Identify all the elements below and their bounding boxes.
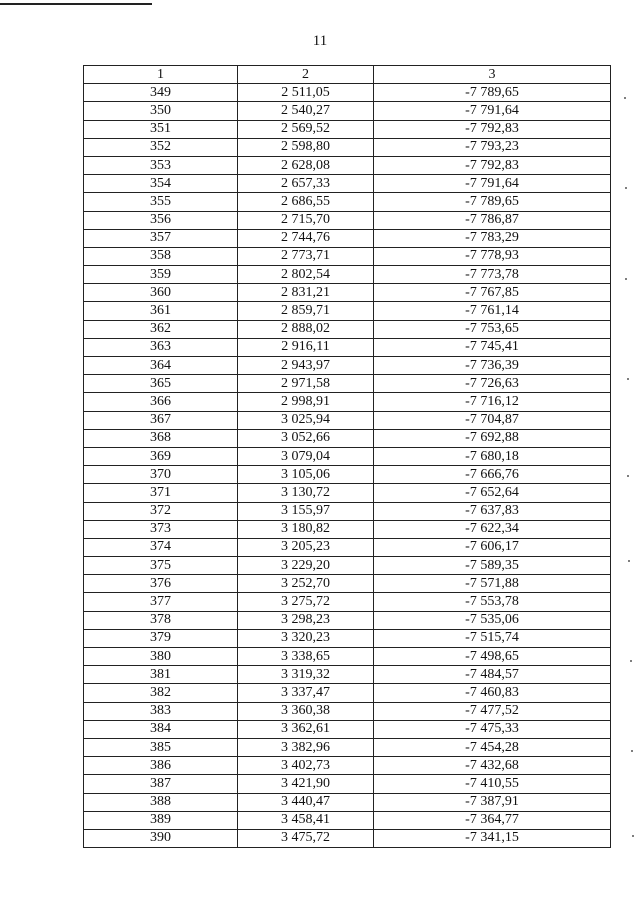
y-coordinate-cell: -7 767,85: [374, 284, 611, 302]
point-number-cell: 380: [84, 648, 238, 666]
column-header-2: 2: [238, 66, 374, 84]
table-row: [84, 593, 611, 611]
table-row: [84, 175, 611, 193]
coordinates-table: [83, 65, 611, 848]
point-number-cell: 386: [84, 757, 238, 775]
point-number-cell: 359: [84, 266, 238, 284]
y-coordinate-cell: -7 753,65: [374, 320, 611, 338]
x-coordinate-cell: 2 943,97: [238, 357, 374, 375]
table-row: [84, 447, 611, 465]
y-coordinate-cell: -7 387,91: [374, 793, 611, 811]
y-coordinate-cell: -7 680,18: [374, 447, 611, 465]
table-row: [84, 502, 611, 520]
x-coordinate-cell: 3 402,73: [238, 757, 374, 775]
x-coordinate-cell: 2 802,54: [238, 266, 374, 284]
y-coordinate-cell: -7 692,88: [374, 429, 611, 447]
table-row: [84, 284, 611, 302]
point-number-cell: 369: [84, 447, 238, 465]
table-row: [84, 466, 611, 484]
x-coordinate-cell: 2 511,05: [238, 84, 374, 102]
x-coordinate-cell: 3 421,90: [238, 775, 374, 793]
y-coordinate-cell: -7 498,65: [374, 648, 611, 666]
y-coordinate-cell: -7 460,83: [374, 684, 611, 702]
table-row: [84, 757, 611, 775]
x-coordinate-cell: 2 540,27: [238, 102, 374, 120]
y-coordinate-cell: -7 793,23: [374, 138, 611, 156]
point-number-cell: 361: [84, 302, 238, 320]
point-number-cell: 388: [84, 793, 238, 811]
point-number-cell: 360: [84, 284, 238, 302]
table-row: [84, 266, 611, 284]
y-coordinate-cell: -7 761,14: [374, 302, 611, 320]
table-row: [84, 393, 611, 411]
table-row: [84, 211, 611, 229]
point-number-cell: 382: [84, 684, 238, 702]
x-coordinate-cell: 3 205,23: [238, 538, 374, 556]
x-coordinate-cell: 2 971,58: [238, 375, 374, 393]
point-number-cell: 384: [84, 720, 238, 738]
x-coordinate-cell: 3 458,41: [238, 811, 374, 829]
y-coordinate-cell: -7 477,52: [374, 702, 611, 720]
x-coordinate-cell: 3 180,82: [238, 520, 374, 538]
table-row: [84, 720, 611, 738]
point-number-cell: 364: [84, 357, 238, 375]
point-number-cell: 390: [84, 829, 238, 847]
y-coordinate-cell: -7 637,83: [374, 502, 611, 520]
point-number-cell: 376: [84, 575, 238, 593]
y-coordinate-cell: -7 666,76: [374, 466, 611, 484]
table-row: [84, 629, 611, 647]
point-number-cell: 367: [84, 411, 238, 429]
x-coordinate-cell: 3 155,97: [238, 502, 374, 520]
y-coordinate-cell: -7 484,57: [374, 666, 611, 684]
top-rule: [0, 3, 152, 5]
table-row: [84, 811, 611, 829]
y-coordinate-cell: -7 515,74: [374, 629, 611, 647]
x-coordinate-cell: 2 686,55: [238, 193, 374, 211]
point-number-cell: 368: [84, 429, 238, 447]
point-number-cell: 375: [84, 557, 238, 575]
point-number-cell: 374: [84, 538, 238, 556]
y-coordinate-cell: -7 792,83: [374, 120, 611, 138]
y-coordinate-cell: -7 783,29: [374, 229, 611, 247]
x-coordinate-cell: 3 052,66: [238, 429, 374, 447]
x-coordinate-cell: 3 229,20: [238, 557, 374, 575]
scan-mark: [627, 378, 629, 380]
y-coordinate-cell: -7 553,78: [374, 593, 611, 611]
y-coordinate-cell: -7 789,65: [374, 84, 611, 102]
x-coordinate-cell: 3 252,70: [238, 575, 374, 593]
y-coordinate-cell: -7 589,35: [374, 557, 611, 575]
x-coordinate-cell: 3 475,72: [238, 829, 374, 847]
y-coordinate-cell: -7 745,41: [374, 338, 611, 356]
x-coordinate-cell: 2 744,76: [238, 229, 374, 247]
table-row: [84, 829, 611, 847]
point-number-cell: 381: [84, 666, 238, 684]
y-coordinate-cell: -7 791,64: [374, 102, 611, 120]
point-number-cell: 385: [84, 738, 238, 756]
point-number-cell: 351: [84, 120, 238, 138]
x-coordinate-cell: 2 831,21: [238, 284, 374, 302]
table-row: [84, 684, 611, 702]
table-row: [84, 702, 611, 720]
point-number-cell: 378: [84, 611, 238, 629]
table-row: [84, 738, 611, 756]
table-row: [84, 120, 611, 138]
point-number-cell: 366: [84, 393, 238, 411]
y-coordinate-cell: -7 704,87: [374, 411, 611, 429]
x-coordinate-cell: 2 888,02: [238, 320, 374, 338]
x-coordinate-cell: 2 715,70: [238, 211, 374, 229]
y-coordinate-cell: -7 736,39: [374, 357, 611, 375]
table-row: [84, 338, 611, 356]
x-coordinate-cell: 2 916,11: [238, 338, 374, 356]
x-coordinate-cell: 2 859,71: [238, 302, 374, 320]
y-coordinate-cell: -7 716,12: [374, 393, 611, 411]
table-row: [84, 538, 611, 556]
x-coordinate-cell: 2 657,33: [238, 175, 374, 193]
scan-mark: [631, 750, 633, 752]
point-number-cell: 389: [84, 811, 238, 829]
scan-mark: [628, 560, 630, 562]
point-number-cell: 358: [84, 247, 238, 265]
x-coordinate-cell: 3 079,04: [238, 447, 374, 465]
x-coordinate-cell: 2 569,52: [238, 120, 374, 138]
point-number-cell: 370: [84, 466, 238, 484]
x-coordinate-cell: 2 628,08: [238, 156, 374, 174]
y-coordinate-cell: -7 778,93: [374, 247, 611, 265]
x-coordinate-cell: 3 105,06: [238, 466, 374, 484]
y-coordinate-cell: -7 432,68: [374, 757, 611, 775]
table-row: [84, 484, 611, 502]
table-row: [84, 411, 611, 429]
table-row: [84, 375, 611, 393]
point-number-cell: 357: [84, 229, 238, 247]
point-number-cell: 356: [84, 211, 238, 229]
x-coordinate-cell: 3 440,47: [238, 793, 374, 811]
x-coordinate-cell: 2 598,80: [238, 138, 374, 156]
point-number-cell: 373: [84, 520, 238, 538]
x-coordinate-cell: 3 360,38: [238, 702, 374, 720]
scan-mark: [624, 97, 626, 99]
x-coordinate-cell: 3 298,23: [238, 611, 374, 629]
page-number: 11: [312, 33, 328, 49]
scan-mark: [632, 835, 634, 837]
scan-mark: [630, 660, 632, 662]
column-header-1: 1: [84, 66, 238, 84]
table-row: [84, 648, 611, 666]
y-coordinate-cell: -7 791,64: [374, 175, 611, 193]
y-coordinate-cell: -7 726,63: [374, 375, 611, 393]
table-row: [84, 84, 611, 102]
y-coordinate-cell: -7 786,87: [374, 211, 611, 229]
table-row: [84, 102, 611, 120]
table-row: [84, 575, 611, 593]
y-coordinate-cell: -7 571,88: [374, 575, 611, 593]
point-number-cell: 377: [84, 593, 238, 611]
x-coordinate-cell: 2 773,71: [238, 247, 374, 265]
x-coordinate-cell: 3 025,94: [238, 411, 374, 429]
y-coordinate-cell: -7 789,65: [374, 193, 611, 211]
y-coordinate-cell: -7 535,06: [374, 611, 611, 629]
column-header-3: 3: [374, 66, 611, 84]
x-coordinate-cell: 3 275,72: [238, 593, 374, 611]
scan-mark: [627, 475, 629, 477]
point-number-cell: 363: [84, 338, 238, 356]
table-row: [84, 156, 611, 174]
table-row: [84, 320, 611, 338]
x-coordinate-cell: 3 337,47: [238, 684, 374, 702]
x-coordinate-cell: 3 382,96: [238, 738, 374, 756]
table-row: [84, 557, 611, 575]
point-number-cell: 353: [84, 156, 238, 174]
y-coordinate-cell: -7 475,33: [374, 720, 611, 738]
table-row: [84, 138, 611, 156]
point-number-cell: 355: [84, 193, 238, 211]
y-coordinate-cell: -7 792,83: [374, 156, 611, 174]
point-number-cell: 365: [84, 375, 238, 393]
table-row: [84, 611, 611, 629]
scan-mark: [625, 187, 627, 189]
table-row: [84, 229, 611, 247]
x-coordinate-cell: 3 338,65: [238, 648, 374, 666]
point-number-cell: 354: [84, 175, 238, 193]
point-number-cell: 387: [84, 775, 238, 793]
x-coordinate-cell: 3 320,23: [238, 629, 374, 647]
x-coordinate-cell: 2 998,91: [238, 393, 374, 411]
table-row: [84, 666, 611, 684]
table-header-row: [84, 66, 611, 84]
table-row: [84, 247, 611, 265]
x-coordinate-cell: 3 362,61: [238, 720, 374, 738]
point-number-cell: 372: [84, 502, 238, 520]
y-coordinate-cell: -7 606,17: [374, 538, 611, 556]
point-number-cell: 352: [84, 138, 238, 156]
y-coordinate-cell: -7 410,55: [374, 775, 611, 793]
y-coordinate-cell: -7 652,64: [374, 484, 611, 502]
x-coordinate-cell: 3 319,32: [238, 666, 374, 684]
y-coordinate-cell: -7 364,77: [374, 811, 611, 829]
point-number-cell: 362: [84, 320, 238, 338]
point-number-cell: 371: [84, 484, 238, 502]
scan-mark: [625, 278, 627, 280]
point-number-cell: 379: [84, 629, 238, 647]
table-row: [84, 357, 611, 375]
x-coordinate-cell: 3 130,72: [238, 484, 374, 502]
table-row: [84, 775, 611, 793]
y-coordinate-cell: -7 341,15: [374, 829, 611, 847]
point-number-cell: 349: [84, 84, 238, 102]
y-coordinate-cell: -7 622,34: [374, 520, 611, 538]
table-body: [84, 84, 611, 848]
table-row: [84, 429, 611, 447]
table-row: [84, 302, 611, 320]
table-row: [84, 520, 611, 538]
table-row: [84, 793, 611, 811]
y-coordinate-cell: -7 773,78: [374, 266, 611, 284]
point-number-cell: 350: [84, 102, 238, 120]
table-row: [84, 193, 611, 211]
y-coordinate-cell: -7 454,28: [374, 738, 611, 756]
point-number-cell: 383: [84, 702, 238, 720]
